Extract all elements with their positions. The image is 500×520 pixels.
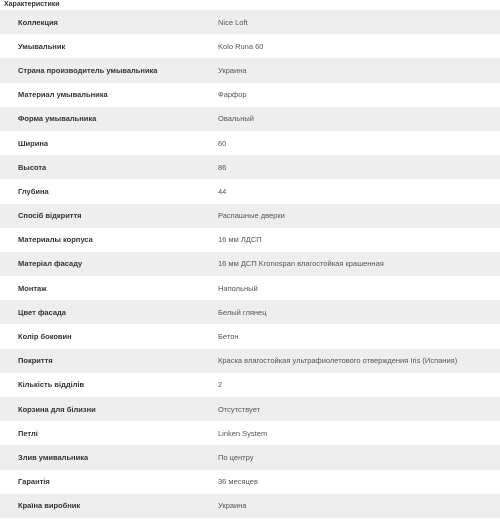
table-row	[0, 179, 500, 203]
table-row	[0, 470, 500, 494]
table-row	[0, 83, 500, 107]
spec-label: Ширина	[0, 131, 199, 155]
spec-value: 44	[199, 179, 500, 203]
table-row	[0, 107, 500, 131]
spec-value: Linken System	[199, 421, 500, 445]
spec-label: Материалы корпуса	[0, 228, 199, 252]
spec-label: Країна виробник	[0, 494, 199, 518]
spec-value: Напольный	[199, 276, 500, 300]
table-row	[0, 324, 500, 348]
spec-label: Материал умывальника	[0, 83, 199, 107]
spec-value: 36 месяцев	[199, 470, 500, 494]
table-row	[0, 58, 500, 82]
spec-label: Гарантія	[0, 470, 199, 494]
table-row	[0, 494, 500, 518]
table-row	[0, 228, 500, 252]
spec-label: Коллекция	[0, 10, 199, 34]
spec-value: 2	[199, 373, 500, 397]
spec-label: Злив умивальника	[0, 445, 199, 469]
table-row	[0, 10, 500, 34]
table-row	[0, 421, 500, 445]
table-row	[0, 276, 500, 300]
spec-label: Монтаж	[0, 276, 199, 300]
spec-label: Матеріал фасаду	[0, 252, 199, 276]
spec-label: Форма умывальника	[0, 107, 199, 131]
spec-value: Отсутствует	[199, 397, 500, 421]
spec-label: Петлі	[0, 421, 199, 445]
spec-value: 16 мм ДСП Kronospan влагостойкая крашенная	[199, 252, 500, 276]
spec-label: Покриття	[0, 349, 199, 373]
spec-value: 86	[199, 155, 500, 179]
table-row	[0, 300, 500, 324]
spec-label: Спосіб відкриття	[0, 204, 199, 228]
spec-value: Распашные дверки	[199, 204, 500, 228]
spec-value: Бетон	[199, 324, 500, 348]
spec-label: Цвет фасада	[0, 300, 199, 324]
spec-label: Глубина	[0, 179, 199, 203]
spec-label: Колір боковин	[0, 324, 199, 348]
spec-label: Кількість відділів	[0, 373, 199, 397]
spec-value: Украина	[199, 494, 500, 518]
spec-label: Страна производитель умывальника	[0, 58, 199, 82]
table-row	[0, 252, 500, 276]
specs-table	[0, 10, 500, 518]
spec-label: Высота	[0, 155, 199, 179]
section-title: Характеристики	[4, 1, 60, 8]
spec-label: Умывальник	[0, 34, 199, 58]
spec-value: Белый глянец	[199, 300, 500, 324]
spec-value: Фарфор	[199, 83, 500, 107]
table-row	[0, 34, 500, 58]
spec-value: Kolo Runa 60	[199, 34, 500, 58]
spec-value: Nice Loft	[199, 10, 500, 34]
spec-value: 16 мм ЛДСП	[199, 228, 500, 252]
table-row	[0, 131, 500, 155]
spec-label: Корзина для білизни	[0, 397, 199, 421]
table-row	[0, 349, 500, 373]
spec-value: Украина	[199, 58, 500, 82]
spec-value: По центру	[199, 445, 500, 469]
spec-value: Овальный	[199, 107, 500, 131]
table-row	[0, 397, 500, 421]
spec-value: 60	[199, 131, 500, 155]
spec-value: Краска влагостойкая ультрафиолетового отверждения Iris (Испания)	[199, 349, 500, 373]
table-row	[0, 155, 500, 179]
table-row	[0, 445, 500, 469]
table-row	[0, 373, 500, 397]
table-row	[0, 204, 500, 228]
